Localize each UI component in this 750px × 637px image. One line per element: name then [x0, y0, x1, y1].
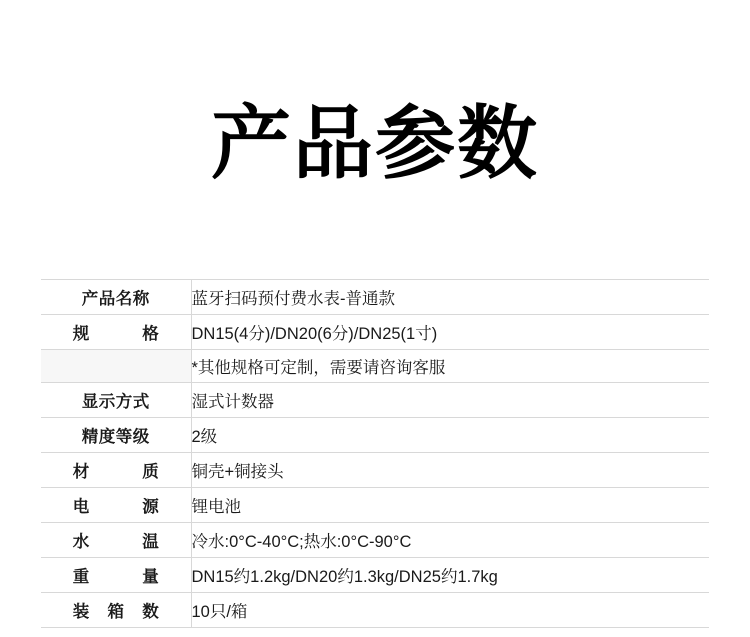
row-label: 精度等级: [41, 418, 191, 453]
table-row: [41, 453, 709, 488]
row-label: [41, 523, 191, 558]
row-label: [41, 350, 191, 383]
table-row: [41, 418, 709, 453]
row-label: [41, 593, 191, 628]
row-value: 冷水:0°C-40°C;热水:0°C-90°C: [191, 523, 709, 558]
product-spec-table: [41, 279, 709, 628]
row-value: 锂电池: [191, 488, 709, 523]
table-row: [41, 523, 709, 558]
row-label-text: 重量: [72, 568, 159, 586]
row-label-text: 规格: [72, 325, 159, 343]
row-label: 产品名称: [41, 280, 191, 315]
table-row: [41, 280, 709, 315]
row-label: 显示方式: [41, 383, 191, 418]
row-note-value: *其他规格可定制，需要请咨询客服: [191, 350, 709, 383]
row-label-text: 电源: [72, 498, 159, 516]
table-row: [41, 315, 709, 350]
row-value: 蓝牙扫码预付费水表-普通款: [191, 280, 709, 315]
table-row-note: [41, 350, 709, 383]
table-row: [41, 593, 709, 628]
row-label: [41, 453, 191, 488]
row-value: 铜壳+铜接头: [191, 453, 709, 488]
table-row: [41, 383, 709, 418]
row-label: [41, 488, 191, 523]
row-label: [41, 315, 191, 350]
page-title: 产品参数: [211, 97, 539, 190]
row-label-text: 材质: [72, 463, 159, 481]
table-row: [41, 488, 709, 523]
row-value: 10只/箱: [191, 593, 709, 628]
table-row: [41, 558, 709, 593]
row-value: 2级: [191, 418, 709, 453]
row-label-text: 水温: [72, 533, 159, 551]
row-label: [41, 558, 191, 593]
row-label-text: 装箱数: [72, 603, 159, 621]
row-value: DN15约1.2kg/DN20约1.3kg/DN25约1.7kg: [191, 558, 709, 593]
row-value: DN15(4分)/DN20(6分)/DN25(1寸): [191, 315, 709, 350]
spec-table-body: [41, 280, 709, 628]
row-value: 湿式计数器: [191, 383, 709, 418]
